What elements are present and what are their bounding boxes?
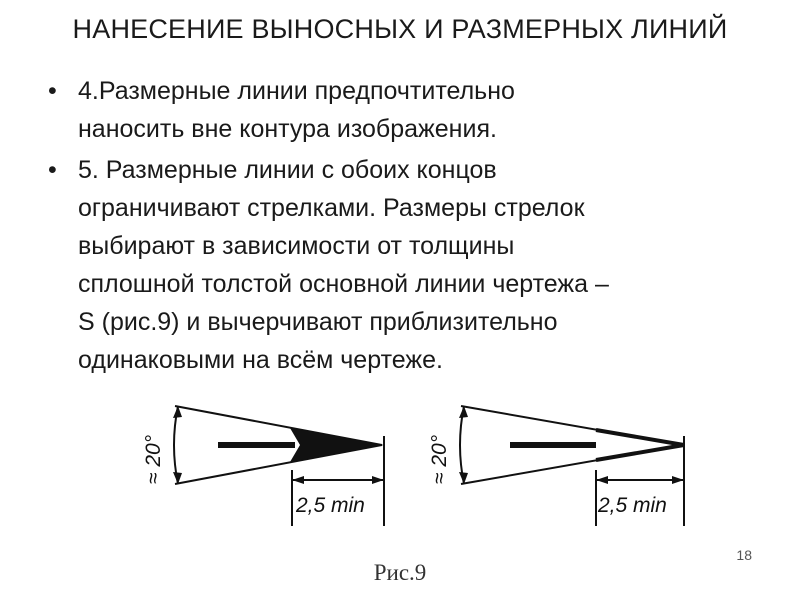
bullet-line: наносить вне контура изображения. bbox=[78, 115, 497, 143]
length-arrowhead-left bbox=[596, 476, 608, 484]
bullet-line: сплошной толстой основной линии чертежа – bbox=[78, 270, 609, 298]
angle-label: ≈ 20° bbox=[142, 434, 165, 484]
bullet-line: ограничивают стрелками. Размеры стрелок bbox=[78, 194, 585, 222]
bullet-line: выбирают в зависимости от толщины bbox=[78, 232, 515, 260]
open-arrow-stroke-top bbox=[596, 430, 684, 445]
figure-caption: Рис.9 bbox=[373, 560, 427, 585]
filled-arrowhead bbox=[290, 428, 384, 462]
length-label: 2,5 min bbox=[598, 494, 667, 517]
arrow-diagrams bbox=[0, 388, 800, 548]
bullet-item-4 bbox=[48, 72, 768, 148]
page-number: 18 bbox=[736, 547, 752, 563]
slide-title: НАНЕСЕНИЕ ВЫНОСНЫХ И РАЗМЕРНЫХ ЛИНИЙ bbox=[72, 14, 728, 44]
bullet-marker: • bbox=[48, 156, 57, 184]
bullet-line: S (рис.9) и вычерчивают приблизительно bbox=[78, 308, 558, 336]
open-arrow-stroke-bottom bbox=[596, 445, 684, 460]
open-arrow-diagram bbox=[428, 406, 684, 526]
angle-label: ≈ 20° bbox=[428, 434, 451, 484]
bullet-line: 5. Размерные линии с обоих концов bbox=[78, 156, 497, 184]
bullet-list bbox=[48, 72, 768, 382]
bullet-item-5 bbox=[48, 151, 768, 379]
length-arrowhead-right bbox=[672, 476, 684, 484]
bullet-marker: • bbox=[48, 77, 57, 105]
length-arrowhead-right bbox=[372, 476, 384, 484]
length-label: 2,5 min bbox=[296, 494, 365, 517]
bullet-line: одинаковыми на всём чертеже. bbox=[78, 346, 443, 374]
length-arrowhead-left bbox=[292, 476, 304, 484]
figure-9 bbox=[0, 388, 800, 548]
bullet-line: 4.Размерные линии предпочтительно bbox=[78, 77, 515, 105]
filled-arrow-diagram bbox=[142, 406, 384, 526]
